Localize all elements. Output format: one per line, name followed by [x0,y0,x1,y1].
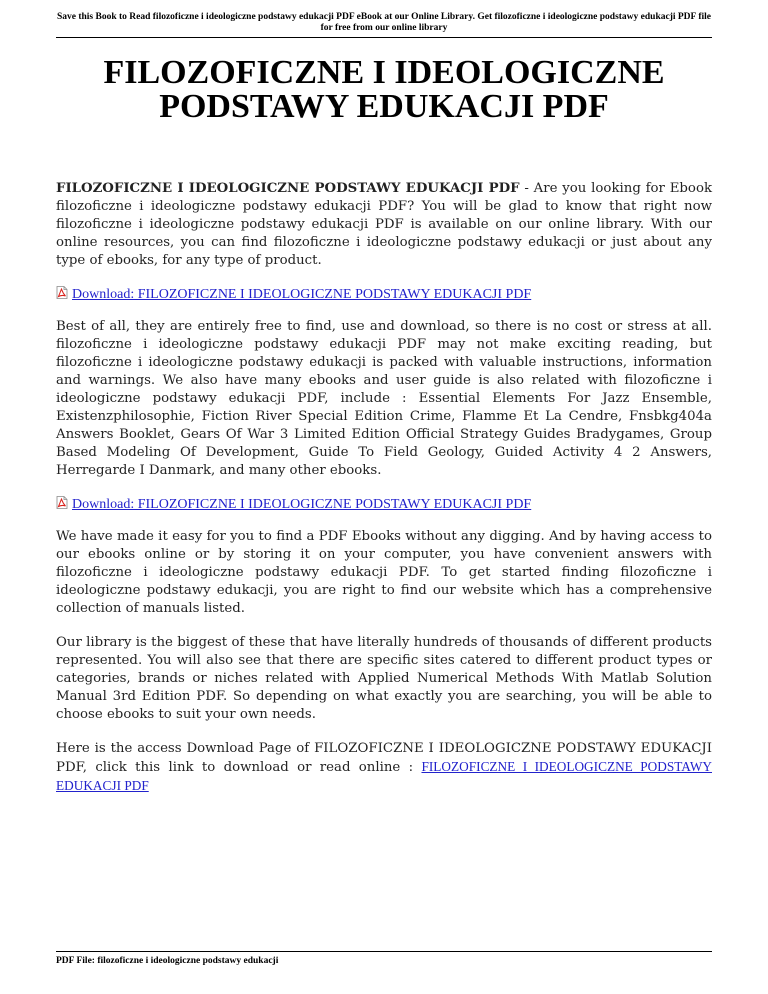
read-online-link[interactable]: FILOZOFICZNE I IDEOLOGICZNE PODSTAWY EDUKACJI PDF [56,759,712,793]
pdf-file-icon [56,496,68,509]
paragraph-2: Best of all, they are entirely free to find, use and download, so there is no cost or stress at all. filozoficzne i ideologiczne podstawy edukacji PDF may not make exciting reading, but filozoficzne i ideologiczne podstawy edukacji is packed with valuable instructions, information and warnings. We also have many ebooks and user guide is also related with filozoficzne i ideologiczne podstawy edukacji PDF, include : Essential Elements For Jazz Ensemble, Existenzphilosophie, Fiction River Special Edition Crime, Flamme Et La Cendre, Fnsbkg404a Answers Booklet, Gears Of War 3 Limited Edition Official Strategy Guides Bradygames, Group Based Modeling Of Development, Guide To Field Geology, Guided Activity 4 2 Answers, Herregarde I Danmark, and many other ebooks. [56,319,712,478]
intro-bold-title: FILOZOFICZNE I IDEOLOGICZNE PODSTAWY EDUKACJI PDF [56,181,520,196]
page-title [56,56,712,124]
download-line-1 [56,286,712,304]
document-body [56,180,712,812]
download-link-2[interactable]: Download: FILOZOFICZNE I IDEOLOGICZNE PODSTAWY EDUKACJI PDF [72,497,532,512]
intro-paragraph [56,180,712,270]
paragraph-5 [56,740,712,796]
footer-text: PDF File: filozoficzne i ideologiczne podstawy edukacji [56,956,279,966]
top-divider [56,37,712,38]
footer-divider [56,951,712,952]
pdf-file-icon [56,286,68,299]
download-line-2 [56,496,712,514]
paragraph-4: Our library is the biggest of these that have literally hundreds of thousands of different products represented. You will also see that there are specific sites catered to different product types or categories, brands or niches related with Applied Numerical Methods With Matlab Solution Manual 3rd Edition PDF. So depending on what exactly you are searching, you will be able to choose ebooks to suit your own needs. [56,635,712,722]
intro-text: - Are you looking for Ebook filozoficzne i ideologiczne podstawy edukacji PDF? You will be glad to know that right now filozoficzne i ideologiczne podstawy edukacji PDF is available on our online library. With our online resources, you can find filozoficzne i ideologiczne podstawy edukacji or just about any type of ebooks, for any type of product. [56,181,713,268]
paragraph-3: We have made it easy for you to find a PDF Ebooks without any digging. And by having access to our ebooks online or by storing it on your computer, you have convenient answers with filozoficzne i ideologiczne podstawy edukacji PDF. To get started finding filozoficzne i ideologiczne podstawy edukacji, you are right to find our website which has a comprehensive collection of manuals listed. [56,529,712,616]
title-line-2: PODSTAWY EDUKACJI PDF [159,88,609,125]
download-link-1[interactable]: Download: FILOZOFICZNE I IDEOLOGICZNE PODSTAWY EDUKACJI PDF [72,287,532,302]
access-text: Here is the access Download Page of FILOZOFICZNE I IDEOLOGICZNE PODSTAWY EDUKACJI PDF, click this link to download or read online : [56,741,712,775]
top-banner: Save this Book to Read filozoficzne i ideologiczne podstawy edukacji PDF eBook at our Online Library. Get filozoficzne i ideologiczne podstawy edukacji PDF file for free from our online library [56,12,712,33]
title-line-1: FILOZOFICZNE I IDEOLOGICZNE [103,54,665,91]
